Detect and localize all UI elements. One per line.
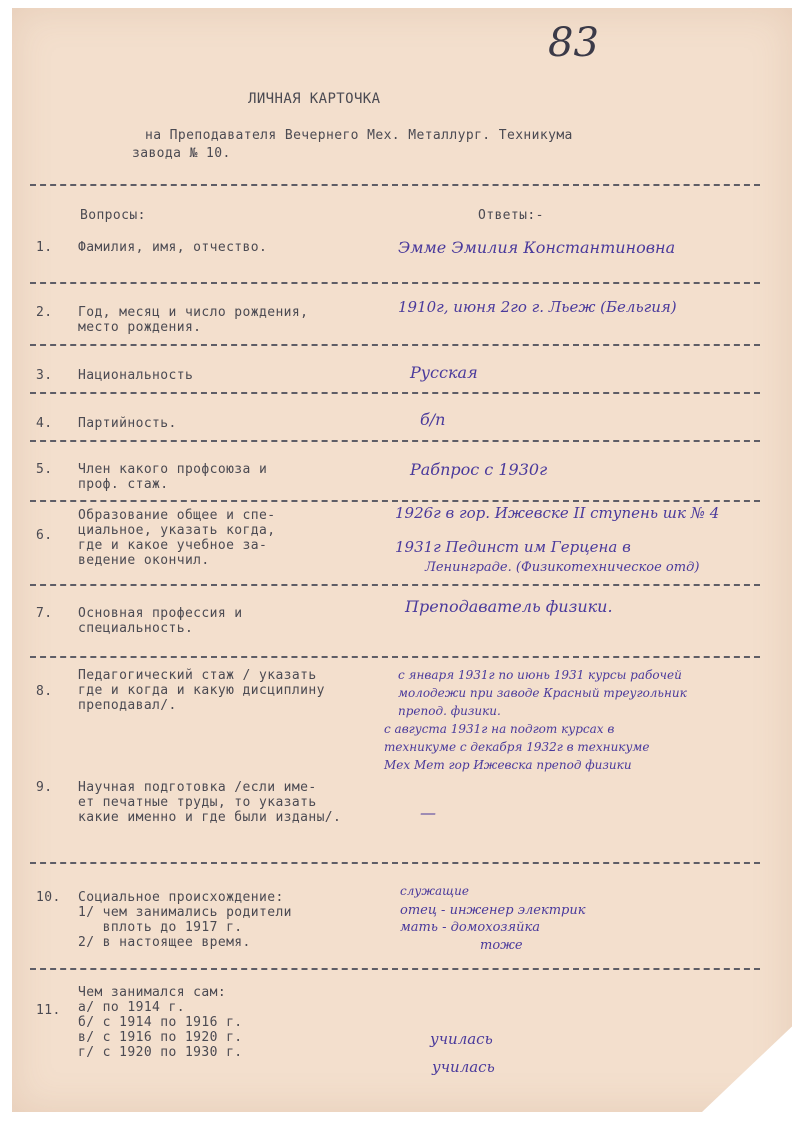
answer-handwritten: б/п: [420, 410, 446, 429]
answer-handwritten: 1926г в гор. Ижевске II ступень шк № 4: [395, 504, 720, 522]
divider: [30, 184, 760, 186]
item-number: 11.: [36, 1003, 61, 1018]
answer-handwritten: Ленинграде. (Физикотехническое отд): [425, 560, 700, 575]
question-text: проф. стаж.: [78, 477, 169, 492]
answer-handwritten: мать - домохозяйка: [400, 920, 541, 935]
item-number: 8.: [36, 684, 53, 699]
answer-handwritten: училась: [432, 1058, 495, 1076]
answer-handwritten: служащие: [400, 884, 469, 898]
question-text: в/ с 1916 по 1920 г.: [78, 1030, 243, 1045]
question-text: Научная подготовка /если име-: [78, 780, 317, 795]
divider: [30, 656, 760, 658]
divider: [30, 282, 760, 284]
question-text: вплоть до 1917 г.: [78, 920, 243, 935]
divider: [30, 584, 760, 586]
page-number: 83: [548, 20, 599, 66]
question-text: Образование общее и спе-: [78, 508, 276, 523]
torn-corner: [702, 1022, 792, 1112]
question-text: Чем занимался сам:: [78, 985, 227, 1000]
answer-handwritten: техникуме с декабря 1932г в техникуме: [384, 740, 650, 754]
item-number: 4.: [36, 416, 53, 431]
subtitle-line-2: завода № 10.: [132, 146, 231, 161]
item-number: 10.: [36, 890, 61, 905]
answer-handwritten: отец - инженер электрик: [400, 903, 586, 918]
answer-handwritten: Эмме Эмилия Константиновна: [398, 238, 676, 257]
subtitle-line-1: на Преподавателя Вечернего Мех. Металлург. Техникума: [145, 128, 573, 143]
answer-handwritten: 1910г, июня 2го г. Льеж (Бельгия): [398, 298, 677, 316]
document-title: ЛИЧНАЯ КАРТОЧКА: [248, 91, 381, 107]
question-text: место рождения.: [78, 320, 202, 335]
divider: [30, 968, 760, 970]
item-number: 5.: [36, 462, 53, 477]
item-number: 2.: [36, 305, 53, 320]
question-text: где и когда и какую дисциплину: [78, 683, 325, 698]
answer-handwritten: тоже: [480, 938, 523, 953]
divider: [30, 440, 760, 442]
question-text: г/ с 1920 по 1930 г.: [78, 1045, 243, 1060]
answer-handwritten: молодежи при заводе Красный треугольник: [398, 686, 687, 700]
answer-handwritten: с января 1931г по июнь 1931 курсы рабочей: [398, 668, 682, 682]
answer-handwritten: 1931г Пединст им Герцена в: [395, 538, 631, 556]
question-text: где и какое учебное за-: [78, 538, 268, 553]
answer-handwritten: —: [420, 803, 436, 822]
question-text: ет печатные труды, то указать: [78, 795, 317, 810]
item-number: 3.: [36, 368, 53, 383]
question-text: ведение окончил.: [78, 553, 210, 568]
question-text: а/ по 1914 г.: [78, 1000, 185, 1015]
answer-handwritten: Мех Мет гор Ижевска препод физики: [384, 758, 632, 772]
question-text: Фамилия, имя, отчество.: [78, 240, 268, 255]
question-text: Социальное происхождение:: [78, 890, 284, 905]
questions-header: Вопросы:: [80, 208, 146, 223]
question-text: 2/ в настоящее время.: [78, 935, 251, 950]
item-number: 7.: [36, 606, 53, 621]
item-number: 1.: [36, 240, 53, 255]
item-number: 9.: [36, 780, 53, 795]
answer-handwritten: училась: [430, 1030, 493, 1048]
divider: [30, 392, 760, 394]
question-text: Год, месяц и число рождения,: [78, 305, 309, 320]
question-text: преподавал/.: [78, 698, 177, 713]
answer-handwritten: препод. физики.: [398, 704, 501, 718]
question-text: Педагогический стаж / указать: [78, 668, 317, 683]
answer-handwritten: Преподаватель физики.: [405, 597, 613, 616]
answers-header: Ответы:-: [478, 208, 544, 223]
divider: [30, 500, 760, 502]
divider: [30, 862, 760, 864]
answer-handwritten: Рабпрос с 1930г: [410, 460, 548, 479]
divider: [30, 344, 760, 346]
question-text: Основная профессия и: [78, 606, 243, 621]
answer-handwritten: с августа 1931г на подгот курсах в: [384, 722, 615, 736]
question-text: циальное, указать когда,: [78, 523, 276, 538]
question-text: 1/ чем занимались родители: [78, 905, 292, 920]
item-number: 6.: [36, 528, 53, 543]
question-text: Национальность: [78, 368, 194, 383]
answer-handwritten: Русская: [410, 363, 478, 382]
question-text: Член какого профсоюза и: [78, 462, 268, 477]
question-text: специальность.: [78, 621, 194, 636]
question-text: Партийность.: [78, 416, 177, 431]
question-text: какие именно и где были изданы/.: [78, 810, 342, 825]
question-text: б/ с 1914 по 1916 г.: [78, 1015, 243, 1030]
